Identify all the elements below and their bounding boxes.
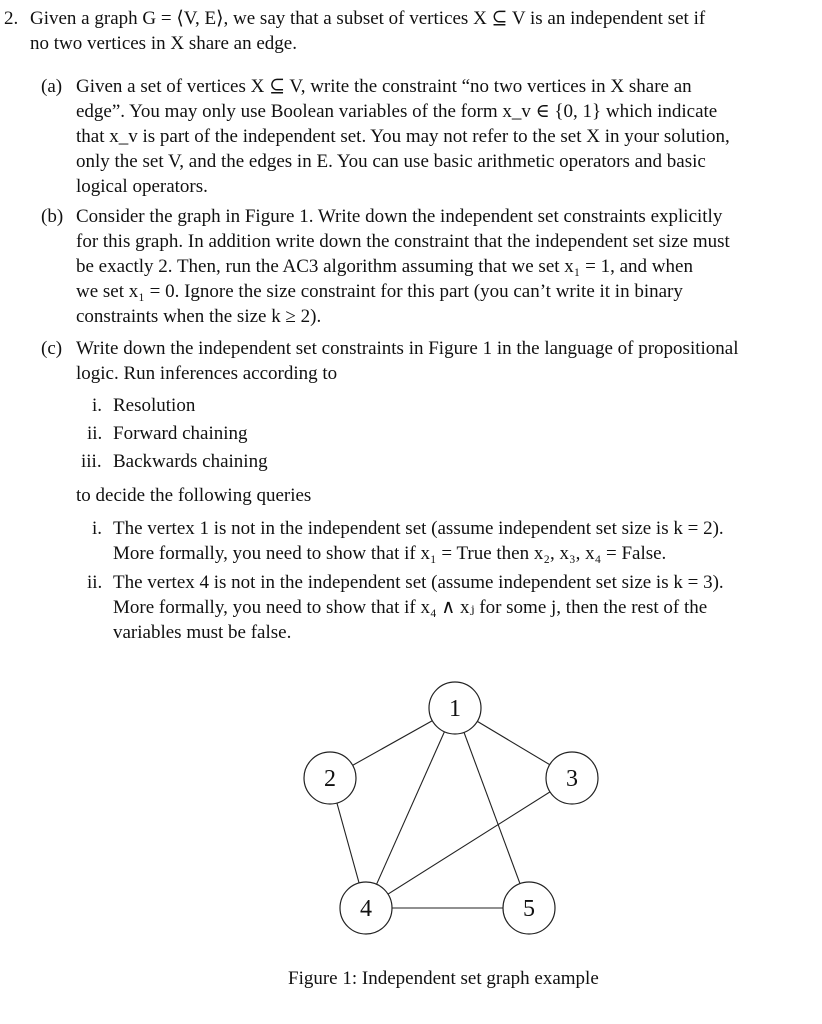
part-b-text — [76, 204, 730, 329]
part-a-line: only the set V, and the edges in E. You can use basic arithmetic operators and basic — [76, 151, 706, 172]
graph-node-1 — [429, 682, 481, 734]
graph-edge-1-4 — [366, 708, 455, 908]
query-line: The vertex 1 is not in the independent set (assume independent set size is k = 2). — [113, 518, 724, 539]
query-line: The vertex 4 is not in the independent set (assume independent set size is k = 3). — [113, 572, 724, 593]
part-a-line: logical operators. — [76, 176, 208, 197]
part-b-line: be exactly 2. Then, run the AC3 algorithm assuming that we set x₁ = 1, and when — [76, 256, 693, 277]
query-line: variables must be false. — [113, 622, 292, 643]
graph-node-label: 3 — [566, 766, 578, 792]
graph-edges — [330, 708, 572, 908]
graph-node-label: 4 — [360, 896, 372, 922]
part-c-label: (c) — [41, 338, 63, 359]
method-label: i. — [92, 395, 103, 416]
part-b-line: Consider the graph in Figure 1. Write down the independent set constraints explicitly — [76, 206, 723, 227]
part-a-line: Given a set of vertices X ⊆ V, write the constraint “no two vertices in X share an — [76, 76, 692, 97]
problem-number: 2. — [4, 8, 19, 29]
graph-node-3 — [546, 752, 598, 804]
graph-node-label: 2 — [324, 766, 336, 792]
method-item: Forward chaining — [113, 423, 248, 444]
part-c-line: logic. Run inferences according to — [76, 363, 338, 384]
graph-node-5 — [503, 882, 555, 934]
method-label: iii. — [81, 451, 102, 472]
query-line: More formally, you need to show that if x₁ = True then x₂, x₃, x₄ = False. — [113, 543, 667, 564]
independent-set-graph — [290, 670, 600, 950]
query-line: More formally, you need to show that if x₄ ∧ xⱼ for some j, then the rest of the — [113, 597, 708, 618]
queries-intro: to decide the following queries — [76, 485, 312, 506]
query-item — [113, 516, 724, 566]
graph-node-label: 1 — [449, 696, 461, 722]
part-b-label: (b) — [41, 206, 64, 227]
graph-node-2 — [304, 752, 356, 804]
part-a-label: (a) — [41, 76, 63, 97]
method-item: Resolution — [113, 395, 196, 416]
graph-node-label: 5 — [523, 896, 535, 922]
part-c-line: Write down the independent set constraints in Figure 1 in the language of propositional — [76, 338, 739, 359]
part-b-line: for this graph. In addition write down the constraint that the independent set size must — [76, 231, 730, 252]
part-b-line: constraints when the size k ≥ 2). — [76, 306, 322, 327]
graph-node-4 — [340, 882, 392, 934]
part-c-text — [76, 336, 739, 386]
figure-caption: Figure 1: Independent set graph example — [288, 968, 599, 989]
method-item: Backwards chaining — [113, 451, 268, 472]
method-label: ii. — [87, 423, 103, 444]
query-label: i. — [92, 518, 103, 539]
intro-line: no two vertices in X share an edge. — [30, 33, 297, 54]
part-a-line: that x_v is part of the independent set. You may not refer to the set X in your solution, — [76, 126, 730, 147]
part-a-text — [76, 74, 730, 199]
query-item — [113, 570, 724, 645]
part-b-line: we set x₁ = 0. Ignore the size constraint for this part (you can’t write it in binary — [76, 281, 683, 302]
part-a-line: edge”. You may only use Boolean variables of the form x_v ∈ {0, 1} which indicate — [76, 101, 718, 122]
graph-edge-1-5 — [455, 708, 529, 908]
query-label: ii. — [87, 572, 103, 593]
graph-nodes — [304, 682, 598, 934]
problem-intro — [30, 6, 705, 56]
intro-line: Given a graph G = ⟨V, E⟩, we say that a subset of vertices X ⊆ V is an independent set if — [30, 8, 706, 29]
